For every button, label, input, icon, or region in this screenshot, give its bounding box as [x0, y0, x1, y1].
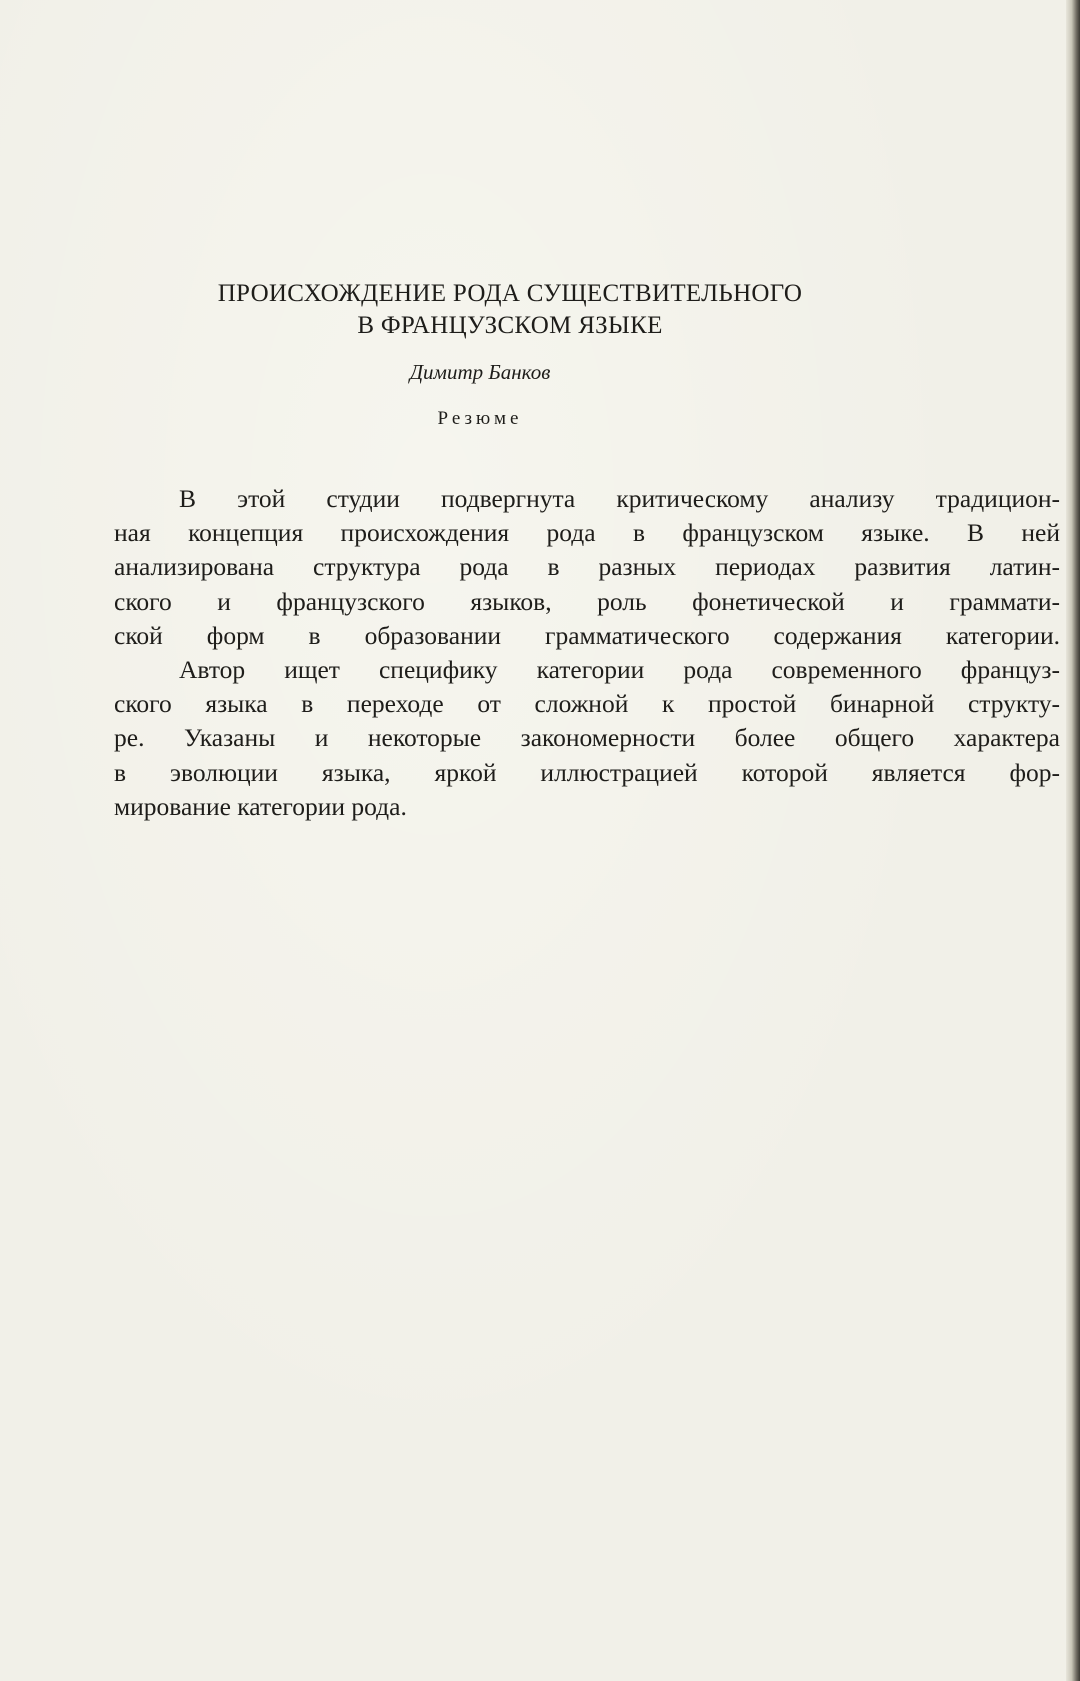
section-heading: Резюме — [437, 408, 523, 429]
text-line: ской форм в образовании грамматического содержания категории. — [114, 620, 1060, 650]
text-line: мирование категории рода. — [114, 791, 407, 821]
paragraph-2 — [114, 653, 1060, 824]
text-line: анализирована структура рода в разных периодах развития латин- — [114, 552, 1060, 582]
title-line-1: ПРОИСХОЖДЕНИЕ РОДА СУЩЕСТВИТЕЛЬНОГО — [217, 280, 803, 307]
paragraph-1 — [114, 482, 1060, 653]
text-line: ского и французского языков, роль фонетической и граммати- — [114, 586, 1060, 616]
text-line: В этой студии подвергнута критическому анализу традицион- — [179, 484, 1060, 513]
text-line: ная концепция происхождения рода в французском языке. В ней — [114, 518, 1060, 548]
author-name: Димитр Банков — [409, 360, 551, 384]
title-line-2: В ФРАНЦУЗСКОМ ЯЗЫКЕ — [357, 312, 663, 339]
text-line: Автор ищет специфику категории рода современного француз- — [179, 655, 1060, 685]
page-edge-shadow — [1066, 0, 1080, 1681]
article-title — [0, 278, 1080, 342]
text-line: ре. Указаны и некоторые закономерности более общего характера — [114, 723, 1060, 753]
summary-body — [114, 482, 1060, 824]
text-line: ского языка в переходе от сложной к простой бинарной структу- — [114, 689, 1060, 719]
text-line: в эволюции языка, яркой иллюстрацией которой является фор- — [114, 757, 1060, 787]
